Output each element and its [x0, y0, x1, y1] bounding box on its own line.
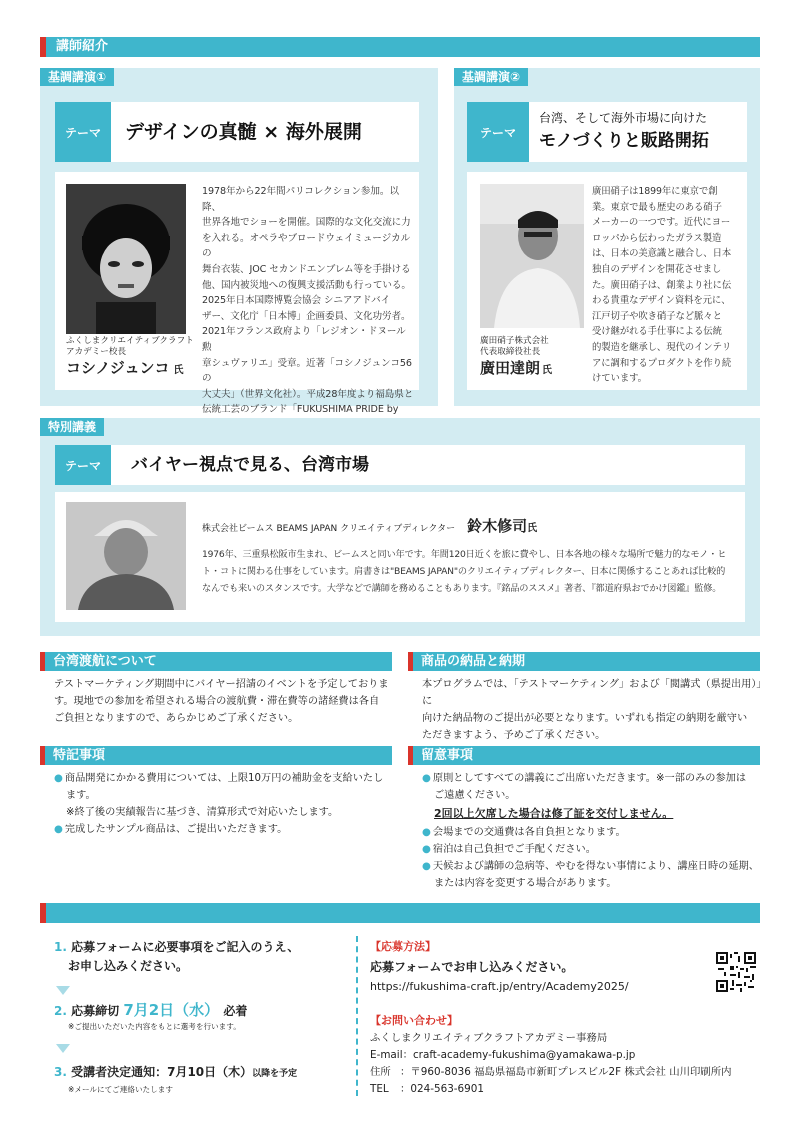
- step-text: 応募フォームに必要事項をご記入のうえ、: [71, 940, 300, 954]
- bio-line: アに調和するプロダクトを作り続: [592, 357, 732, 369]
- note-item: [54, 770, 394, 787]
- affiliation-line: 代表取締役社長: [480, 347, 541, 357]
- bio-line: なんでも来いのスタンスです。大学などで講師を務めることもあります。『銘品のススメ』著者、『都道府県おでかけ図鑑』監修。: [202, 583, 722, 594]
- contact-tel: ：024-563-6901: [400, 1083, 484, 1095]
- contact-address-row: [370, 1064, 770, 1081]
- theme-label: テーマ: [55, 102, 111, 162]
- contact-tel-row: [370, 1081, 770, 1098]
- bio-line: 伝統工芸のブランド「FUKUSHIMA PRIDE by: [202, 404, 399, 416]
- keynote2-theme-line1: 台湾、そして海外市場に向けた: [539, 111, 708, 125]
- apply-heading: 【応募方法】: [370, 940, 436, 953]
- step-arrow-icon: [56, 1044, 70, 1053]
- bio-line: 2021年フランス政府より「レジオン・ドヌール勲: [202, 326, 406, 353]
- speaker-name: 鈴木修司: [467, 517, 528, 535]
- note-line: または内容を変更する場合があります。: [434, 878, 617, 889]
- step-note: ※メールにてご連絡いたします: [68, 1085, 173, 1094]
- bio-line: 1976年、三重県松阪市生まれ、ビームスと同い年です。年間120日近くを旅に費やし、日本各地の様々な場所で魅力的なモノ・ヒ: [202, 549, 727, 560]
- step-text: 以降を予定: [252, 1069, 298, 1079]
- note-line: 天候および講師の急病等、やむを得ない事情により、講座日時の延期、: [432, 861, 759, 872]
- bullet-icon: ●: [54, 824, 63, 835]
- note-line: ご遠慮ください。: [434, 790, 516, 801]
- contact-email-link[interactable]: craft-academy-fukushima@yamakawa-p.jp: [412, 1049, 636, 1061]
- step-3: [54, 1062, 354, 1095]
- honorific: 氏: [527, 523, 538, 534]
- special-notes-title: 特記事項: [45, 746, 392, 765]
- suzuki-bio: [202, 546, 742, 597]
- koshino-name-row: [66, 358, 184, 381]
- note-item: [54, 821, 394, 838]
- hirota-photo: [480, 184, 584, 328]
- keynote2-theme-title: [529, 102, 709, 162]
- bio-line: 舞台衣装、JOC セカンドエンブレム等を手掛ける: [202, 263, 411, 275]
- bullet-icon: ●: [422, 861, 431, 872]
- hirota-bio: [592, 184, 744, 387]
- bullet-icon: ●: [422, 773, 431, 784]
- body-line: ご負担となりますので、あらかじめご了承ください。: [54, 713, 299, 724]
- suzuki-photo: [66, 502, 186, 610]
- bio-line: 受け継がれる手仕事による伝統: [592, 326, 722, 338]
- body-line: 向けた納品物のご提出が必要となります。いずれも指定の納期を厳守い: [422, 713, 748, 724]
- step-text: お申し込みください。: [68, 959, 189, 973]
- keynote1-theme-box: [55, 102, 419, 162]
- hirota-affiliation: [480, 336, 590, 358]
- step-text: 受講者決定通知：7月10日（木）: [71, 1065, 253, 1079]
- bio-line: ザー、文化庁「日本博」企画委員、文化功労者。: [202, 310, 411, 322]
- apply-text: 応募フォームでお申し込みください。: [370, 960, 574, 974]
- keynote2-theme-line2: モノづくりと販路開拓: [539, 131, 709, 151]
- bio-line: 章シュヴァリエ」受章。近著「コシノジュンコ56の: [202, 357, 412, 385]
- step-arrow-icon: [56, 986, 70, 995]
- taiwan-heading: [40, 652, 392, 671]
- suzuki-name-row: [202, 515, 537, 536]
- application-steps: [54, 938, 354, 976]
- contact-org: ふくしまクリエイティブクラフトアカデミー事務局: [370, 1032, 608, 1044]
- qr-code-icon[interactable]: [716, 952, 756, 992]
- bio-line: 的製造を継承し、現代のインテリ: [592, 341, 732, 353]
- apply-info: [370, 938, 710, 996]
- bio-line: 世界各地でショーを開催。国際的な文化交流に力: [202, 217, 411, 229]
- bio-line: た。廣田硝子は、創業より社に伝: [592, 279, 732, 291]
- keynote1-theme-title: デザインの真髄 × 海外展開: [125, 121, 362, 143]
- special-theme-box: [55, 445, 745, 485]
- bio-line: 1978年から22年間パリコレクション参加。以降、: [202, 186, 399, 213]
- affiliation-line: ふくしまクリエイティブクラフト: [66, 336, 194, 346]
- bio-line: 2025年日本国際博覧会協会 シニアアドバイ: [202, 295, 391, 307]
- step-number: 1.: [54, 940, 67, 954]
- keynote2-theme-box: [467, 102, 747, 162]
- special-notes-body: [54, 770, 394, 838]
- note-item: [422, 824, 767, 841]
- step-note: ※ご提出いただいた内容をもとに選考を行います。: [68, 1022, 241, 1031]
- step-number: 2.: [54, 1004, 67, 1018]
- bio-line: 大丈夫」（世界文化社）。平成28年度より福島県と: [202, 388, 414, 400]
- bio-line: ロッパから伝わったガラス製造: [592, 232, 722, 244]
- email-label: E-mail：: [370, 1049, 413, 1061]
- address-label: 住所: [370, 1066, 391, 1078]
- bio-line: 廣田硝子は1899年に東京で創: [592, 186, 718, 197]
- keynote1-tab: 基調講演①: [40, 68, 114, 86]
- note-item: [422, 858, 767, 875]
- note-line: 商品開発にかかる費用については、上限10万円の補助金を支給いたし: [64, 773, 384, 784]
- vertical-divider: [356, 936, 358, 1096]
- affiliation-line: 廣田硝子株式会社: [480, 336, 549, 346]
- step-number: 3.: [54, 1065, 67, 1079]
- note-line: 宿泊は自己負担でご手配ください。: [432, 844, 596, 855]
- honorific: 氏: [173, 365, 184, 376]
- affiliation-line: アカデミー校長: [66, 347, 127, 357]
- koshino-bio: [202, 184, 414, 449]
- bio-line: メーカーの一つです。近代にヨー: [592, 217, 731, 229]
- special-tab: 特別講義: [40, 418, 104, 436]
- notes-body: [422, 770, 767, 892]
- section-title-instructors: 講師紹介: [46, 37, 760, 57]
- note-line: 会場までの交通費は各自負担となります。: [432, 827, 626, 838]
- theme-label: テーマ: [467, 102, 529, 162]
- bio-line: けています。: [592, 373, 647, 385]
- body-line: す。現地での参加を希望される場合の渡航費・滞在費等の諸経費は各自: [54, 696, 380, 707]
- step-text: 応募締切: [71, 1004, 120, 1018]
- bio-line: 業。東京で最も歴史のある硝子: [592, 201, 722, 213]
- bio-line: 江戸切子や吹き硝子など脈々と: [592, 310, 722, 322]
- taiwan-title: 台湾渡航について: [45, 652, 392, 671]
- theme-label: テーマ: [55, 445, 111, 485]
- speaker-name: コシノジュンコ: [66, 359, 170, 377]
- contact-email-row: [370, 1047, 770, 1064]
- suzuki-affiliation: 株式会社ビームス BEAMS JAPAN クリエイティブディレクター: [202, 524, 456, 534]
- body-line: 本プログラムでは、「テストマーケティング」および「閲講式（県提出用）」に: [422, 679, 762, 707]
- note-line: ※終了後の実績報告に基づき、清算形式で対応いたします。: [66, 807, 339, 818]
- body-line: ただきますよう、予めご了承ください。: [422, 730, 606, 741]
- note-line: 原則としてすべての講義にご出席いただきます。※一部のみの参加は: [432, 773, 747, 784]
- bullet-icon: ●: [422, 827, 431, 838]
- contact-heading: 【お問い合わせ】: [370, 1014, 458, 1027]
- delivery-body: [422, 676, 762, 744]
- note-item: [422, 770, 767, 787]
- note-line: 完成したサンプル商品は、ご提出いただきます。: [64, 824, 288, 835]
- bio-line: わる貴重なデザイン資料を元に、: [592, 295, 731, 307]
- note-item: [422, 841, 767, 858]
- bio-line: ト・コトに関わる仕事をしています。肩書きは"BEAMS JAPAN"のクリエイティブディレクター、日本に関係することあれば比較的: [202, 566, 726, 577]
- bullet-icon: ●: [422, 844, 431, 855]
- notes-title: 留意事項: [413, 746, 760, 765]
- notes-emphasis: 2回以上欠席した場合は修了証を交付しません。: [434, 807, 674, 820]
- special-notes-heading: [40, 746, 392, 765]
- contact-info: [370, 1012, 770, 1098]
- delivery-heading: [408, 652, 760, 671]
- bio-line: を入れる。オペラやブロードウェイミュージカルの: [202, 232, 411, 260]
- step-text: 必着: [223, 1004, 248, 1018]
- koshino-photo: [66, 184, 186, 334]
- apply-url-link[interactable]: https://fukushima-craft.jp/entry/Academy2025/: [370, 980, 629, 993]
- bullet-icon: ●: [54, 773, 63, 784]
- step-1: [54, 938, 354, 957]
- hirota-name-row: [480, 358, 552, 381]
- bio-line: 独自のデザインを開花させまし: [592, 263, 722, 275]
- bottom-bar: [46, 903, 760, 923]
- keynote2-tab: 基調講演②: [454, 68, 528, 86]
- honorific: 氏: [542, 365, 553, 376]
- bio-line: 他、国内被災地への復興支援活動も行っている。: [202, 279, 411, 291]
- deadline-date: 7月2日（水）: [123, 1001, 220, 1019]
- special-theme-title: バイヤー視点で見る、台湾市場: [131, 455, 369, 475]
- body-line: テストマーケティング期間中にバイヤー招請のイベントを予定しておりま: [54, 679, 389, 690]
- tel-label: TEL: [370, 1083, 389, 1095]
- contact-address: ：〒960-8036 福島県福島市新町プレスビル2F 株式会社 山川印刷所内: [400, 1066, 732, 1078]
- bio-line: は、日本の美意識と融合し、日本: [592, 248, 732, 260]
- notes-heading: [408, 746, 760, 765]
- koshino-affiliation: [66, 336, 196, 358]
- speaker-name: 廣田達朗: [480, 359, 541, 377]
- taiwan-body: [54, 676, 394, 727]
- step-2: [54, 1000, 354, 1032]
- delivery-title: 商品の納品と納期: [413, 652, 760, 671]
- note-line: ます。: [66, 790, 96, 801]
